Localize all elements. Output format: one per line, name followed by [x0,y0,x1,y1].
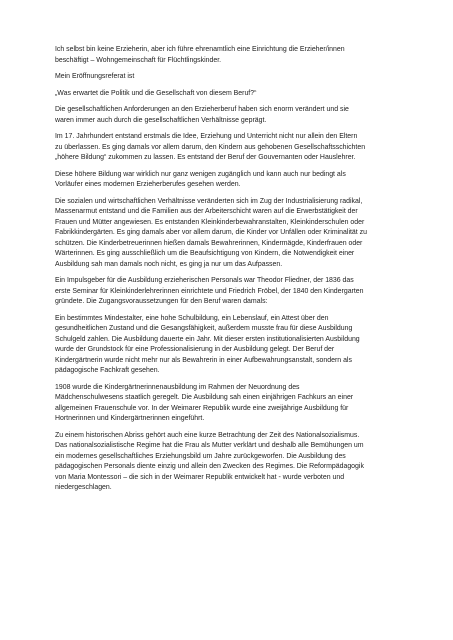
paragraph-nationalsozialismus: Zu einem historischen Abriss gehört auch eine kurze Betrachtung der Zeit des Nationalsozialismus. Das nationalsozialistische Regime hat die Frau als Mutter verklärt und deshalb alle Bemühungen um ein modernes gesellschaftliches Erziehungsbild um Jahre zurückgeworfen. Die Ausbildung des pädagogischen Personals diente einzig und allein den Zwecken des Regimes. Die Reformpädagogik von Maria Montessori – die sich in der Weimarer Republik entwickelt hat - wurde verboten und niedergeschlagen. [55,431,364,491]
paragraph-17-jahrhundert: Im 17. Jahrhundert entstand erstmals die Idee, Erziehung und Unterricht nicht nur allein den Eltern zu überlassen. Es ging damals vor allem darum, den Kindern aus gehobenen Gesellschaftsschichten „höhere Bildung“ zukommen zu lassen. Es entstand der Beruf der Gouvernanten oder Hauslehrer. [55,133,366,161]
paragraph-intro: Ich selbst bin keine Erzieherin, aber ich führe ehrenamtlich eine Einrichtung die Erzieher/innen beschäftigt – Wohngemeinschaft für Flüchtlingskinder. [55,46,345,64]
paragraph-zugangsvoraussetzungen: Ein bestimmtes Mindestalter, eine hohe Schulbildung, ein Lebenslauf, ein Attest über den gesundheitlichen Zustand und die Gesangsfähigkeit, außerdem musste frau für diese Ausbildung Schulgeld zahlen. Die Ausbildung dauerte ein Jahr. Mit dieser ersten institutionalisierten Ausbildung wurde der Grundstock für eine Professionalisierung in der Ausbildung gelegt. Der Beruf der Kindergärtnerin wurde nicht mehr nur als Bewahrerin in einer Aufbewahrungsanstalt, sondern als pädagogische Fachkraft gesehen. [55,314,360,374]
paragraph-1908: 1908 wurde die Kindergärtnerinnenausbildung im Rahmen der Neuordnung des Mädchenschulwesens staatlich geregelt. Die Ausbildung sah einen einjährigen Fachkurs an einer allgemeinen Frauenschule vor. In der Weimarer Republik wurde eine zweijährige Ausbildung für Hortnerinnen und Kindergärtnerinnen eingeführt. [55,383,354,422]
paragraph-referat-title: „Was erwartet die Politik und die Gesellschaft von diesem Beruf?“ [55,89,257,97]
paragraph-anforderungen: Die gesellschaftlichen Anforderungen an den Erzieherberuf haben sich enorm verändert und sie waren immer auch durch die gesellschaftlichen Verhältnisse geprägt. [55,106,349,124]
paragraph-industrialisierung: Die sozialen und wirtschaftlichen Verhältnisse veränderten sich im Zug der Industrialisierung radikal, Massenarmut entstand und die Familien aus der Arbeiterschicht waren auf die Erwerbstätigkeit der Frauen und Mütter angewiesen. Es entstanden Kleinkinderbewahranstalten, Kleinkinderschulen oder Fabrikkindergärten. Es ging damals aber vor allem darum, die Kinder vor Unfällen oder Kriminalität zu schützen. Die Kinderbetreuerinnen hießen damals Bewahrerinnen, Kindermägde, Kinderfrauen oder Wärterinnen. Es ging ausschließlich um die Beaufsichtigung von Kindern, die Notwendigkeit einer Ausbildung sah man damals noch nicht, es ging ja nur um das Aufpassen. [55,197,367,268]
paragraph-fliedner-froebel: Ein Impulsgeber für die Ausbildung erzieherischen Personals war Theodor Fliedner, der 1836 das erste Seminar für Kleinkinderlehrerinnen einrichtete und Friedrich Fröbel, der 1840 den Kindergarten gründete. Die Zugangsvoraussetzungen für den Beruf waren damals: [55,277,364,305]
paragraph-referat-heading: Mein Eröffnungsreferat ist [55,73,135,80]
paragraph-hoehere-bildung: Diese höhere Bildung war wirklich nur ganz wenigen zugänglich und kann auch nur bedingt als Vorläufer eines modernen Erzieherberufes gesehen werden. [55,170,346,188]
